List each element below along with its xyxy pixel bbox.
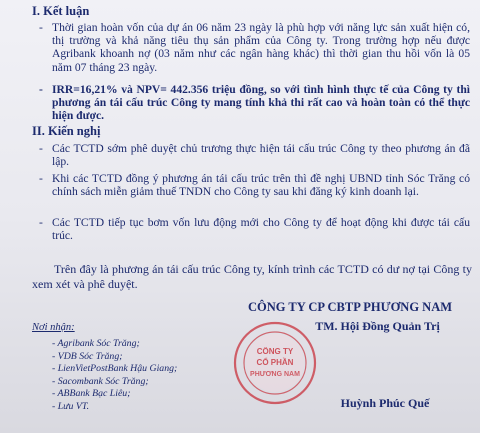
recommendation-bullet-capital: [39, 216, 470, 243]
board-title: TM. Hội Đồng Quản Trị: [315, 319, 440, 333]
seal-text-mid: CỔ PHẦN: [256, 358, 294, 367]
closing-paragraph: Trên đây là phương án tái cấu trúc Công ty, kính trình các TCTD có dư nợ tại Công ty xem xét và phê duyệt.: [32, 262, 472, 291]
recipients-title: Nơi nhận:: [32, 322, 75, 333]
recommendation-bullet-approve-text: Các TCTD sớm phê duyệt chủ trương thực hiện tái cấu trúc Công ty theo phương án đã lập.: [52, 142, 470, 169]
bullet-dash: -: [39, 83, 43, 96]
bullet-dash: -: [39, 142, 43, 155]
recommendation-bullet-tax: [39, 172, 470, 199]
recommendation-bullet-approve: [39, 142, 470, 169]
conclusion-bullet-irr: [39, 83, 470, 123]
recommendation-bullet-capital-text: Các TCTD tiếp tục bơm vốn lưu động mới cho Công ty để hoạt động khi được tái cấu trúc.: [52, 216, 470, 243]
seal-text-name: PHƯƠNG NAM: [250, 371, 300, 378]
seal-text-top: CÔNG TY: [256, 347, 294, 356]
recipient-item: - VDB Sóc Trăng;: [52, 350, 123, 362]
recommendation-bullet-tax-text: Khi các TCTD đồng ý phương án tái cấu trúc trên thì đề nghị UBND tỉnh Sóc Trăng có chính sách miễn giảm thuế TNDN cho Công ty sau khi đăng ký kinh doanh lại.: [52, 172, 470, 199]
conclusion-bullet-irr-text: IRR=16,21% và NPV= 442.356 triệu đồng, so với tình hình thực tế của Công ty thì phương án tái cấu trúc Công ty mang tính khả thi rất cao và hoàn toàn có thể thực hiện được.: [52, 83, 470, 123]
recipient-item: - LienVietPostBank Hậu Giang;: [52, 363, 178, 374]
recipient-item: - ABBank Bạc Liêu;: [52, 388, 131, 399]
recipient-item: - Lưu VT.: [52, 400, 90, 412]
recipient-item: - Agribank Sóc Trăng;: [52, 338, 140, 349]
conclusion-bullet-payback: [39, 21, 470, 74]
bullet-dash: -: [39, 21, 43, 34]
signer-name: Huỳnh Phúc Quế: [340, 396, 430, 410]
bullet-dash: -: [39, 216, 43, 229]
recipient-item: - Sacombank Sóc Trăng;: [52, 375, 149, 387]
bullet-dash: -: [39, 172, 43, 185]
conclusion-bullet-payback-text: Thời gian hoàn vốn của dự án 06 năm 23 ngày là phù hợp với năng lực sản xuất hiện có, thị trường và khả năng tiêu thụ sản phẩm của Công ty. Trong trường hợp nếu được Agribank khoanh nợ (03 năm như các ngân hàng khác) thì thời gian thu hồi vốn là 05 năm 07 tháng 23 ngày.: [52, 21, 470, 74]
section-title-recommendation: II. Kiến nghị: [32, 124, 101, 138]
company-seal-icon: [232, 320, 318, 406]
recipients-list: [52, 338, 177, 413]
company-name: CÔNG TY CP CBTP PHƯƠNG NAM: [247, 300, 453, 314]
section-title-conclusion: I. Kết luận: [32, 4, 90, 18]
